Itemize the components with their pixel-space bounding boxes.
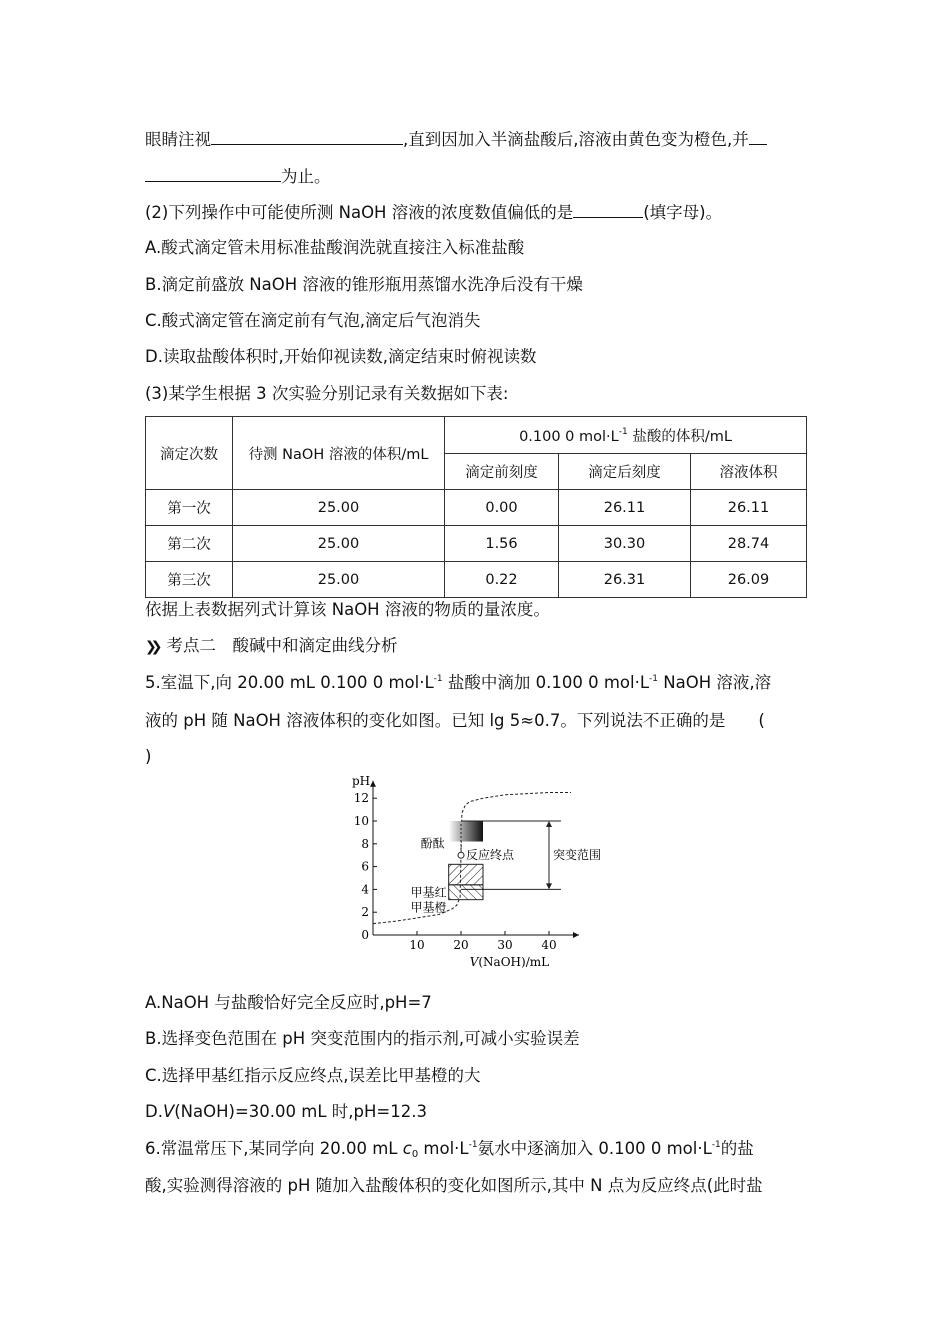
header-volume: 溶液体积 [691,454,807,490]
endpoint-marker [458,852,464,858]
q5-option-b: B.选择变色范围在 pH 突变范围内的指示剂,可减小实验误差 [145,1029,580,1048]
cell: 第一次 [146,490,233,526]
table-row [146,562,807,598]
header-naoh: 待测 NaOH 溶液的体积/mL [233,417,445,490]
option-a: A.酸式滴定管未用标准盐酸润洗就直接注入标准盐酸 [145,238,525,257]
table-row [146,526,807,562]
x-tick-label: 20 [453,938,469,952]
header-after: 滴定后刻度 [559,454,691,490]
option-c: C.酸式滴定管在滴定前有气泡,滴定后气泡消失 [145,311,481,330]
table-row [146,490,807,526]
header-count: 滴定次数 [146,417,233,490]
text: 眼睛注视 [145,130,211,149]
calc-instruction: 依据上表数据列式计算该 NaOH 溶液的物质的量浓度。 [145,600,550,619]
q5-option-a: A.NaOH 与盐酸恰好完全反应时,pH=7 [145,993,432,1012]
y-tick-label: 6 [361,859,369,874]
question-5-line3: ) [145,747,152,766]
x-tick-label: 30 [497,938,513,952]
x-axis-arrow [573,932,579,938]
cell: 0.22 [445,562,559,598]
jump-label: 突变范围 [553,848,602,863]
option-d: D.读取盐酸体积时,开始仰视读数,滴定结束时俯视读数 [145,347,537,366]
text-line [145,165,331,188]
indicator-label: 酚酞 [420,836,445,851]
x-tick-label: 40 [541,938,557,952]
cell: 30.30 [559,526,691,562]
cell: 26.31 [559,562,691,598]
option-b: B.滴定前盛放 NaOH 溶液的锥形瓶用蒸馏水洗净后没有干燥 [145,275,583,294]
text: (填字母)。 [643,203,723,222]
text-line [145,128,767,151]
y-tick-label: 2 [361,905,369,920]
jump-arrow-head [546,821,552,827]
question-6-line2: 酸,实验测得溶液的 pH 随加入盐酸体积的变化如图所示,其中 N 点为反应终点(此时盐 [145,1176,763,1195]
answer-blank[interactable] [145,165,281,182]
jump-arrow-head [546,883,552,889]
methyl-red-bar [449,864,483,885]
endpoint-label: 反应终点 [466,848,515,863]
x-axis-label: V(NaOH)/mL [469,955,550,969]
text: ,直到因加入半滴盐酸后,溶液由黄色变为橙色,并 [403,130,749,149]
text: 为止。 [281,167,331,186]
cell: 26.11 [691,490,807,526]
section-title: ❯❯ 考点二 酸碱中和滴定曲线分析 [145,635,397,658]
y-axis-label: pH [352,773,371,788]
question-3: (3)某学生根据 3 次实验分别记录有关数据如下表: [145,384,509,403]
cell: 0.00 [445,490,559,526]
x-tick-label: 10 [409,938,425,952]
q5-option-c: C.选择甲基红指示反应终点,误差比甲基橙的大 [145,1066,481,1085]
cell: 25.00 [233,490,445,526]
data-table [145,416,807,598]
titration-chart [340,772,620,977]
text: (2)下列操作中可能使所测 NaOH 溶液的浓度数值偏低的是 [145,203,574,222]
question-6: 6.常温常压下,某同学向 20.00 mL $c_0$ $mol\cdot L^{-1}$氨水中逐滴加入 0.100 0 $mol\cdot L^{-1}$的盐 [145,1139,754,1160]
question-2 [145,201,722,224]
indicator-label: 甲基橙 [410,900,447,915]
indicator-label: 甲基红 [410,885,447,900]
header-hcl: 0.100 0 $mol\cdot L^{-1}$ 盐酸的体积/mL [445,417,807,454]
cell: 第三次 [146,562,233,598]
cell: 25.00 [233,526,445,562]
y-axis-arrow [370,781,376,787]
answer-blank[interactable] [573,201,643,218]
y-tick-label: 4 [361,882,369,897]
cell: 1.56 [445,526,559,562]
cell: 第二次 [146,526,233,562]
double-chevron-icon: ❯❯ [145,639,157,655]
cell: 25.00 [233,562,445,598]
header-before: 滴定前刻度 [445,454,559,490]
methyl-orange-bar [449,885,483,900]
cell: 26.09 [691,562,807,598]
y-tick-label: 8 [361,836,369,851]
answer-blank[interactable] [749,128,767,145]
q5-option-d: D.V(NaOH)=30.00 mL 时,pH=12.3 [145,1102,427,1121]
y-tick-label: 0 [361,928,369,942]
question-5-line2: 液的 pH 随 NaOH 溶液体积的变化如图。已知 lg 5≈0.7。下列说法不正确的是 ( [145,711,765,730]
answer-blank[interactable] [211,128,403,145]
cell: 28.74 [691,526,807,562]
y-tick-label: 10 [353,814,369,828]
y-tick-label: 12 [353,791,369,806]
question-5: 5.室温下,向 20.00 mL 0.100 0 $mol\cdot L^{-1}$ 盐酸中滴加 0.100 0 $mol\cdot L^{-1}$ NaOH 溶液,溶 [145,673,772,692]
phenolphthalein-bar [449,821,483,842]
cell: 26.11 [559,490,691,526]
